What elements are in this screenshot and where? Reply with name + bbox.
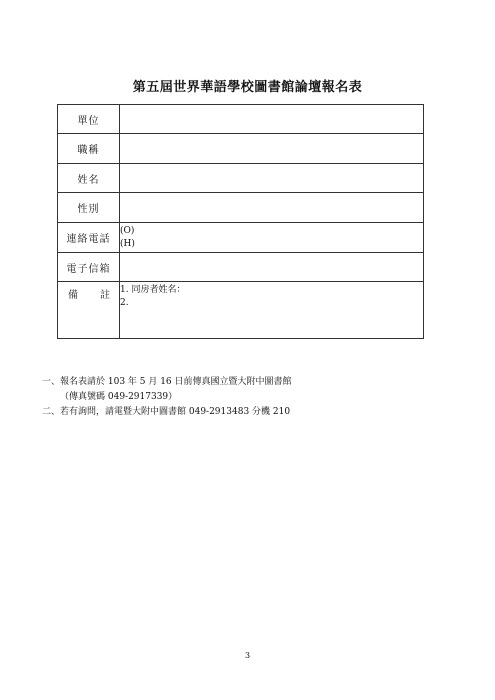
unit-label: 單位	[58, 105, 120, 134]
phone-label: 連絡電話	[58, 223, 120, 253]
form-row-gender	[58, 193, 424, 223]
registration-form-table	[57, 104, 424, 339]
remarks-label	[58, 282, 120, 339]
name-field[interactable]	[120, 164, 424, 193]
form-row-name	[58, 164, 424, 193]
form-row-unit	[58, 105, 424, 134]
remarks-label-char-1: 備	[68, 290, 79, 301]
email-label: 電子信箱	[58, 253, 120, 282]
form-row-phone	[58, 223, 424, 253]
name-label: 姓名	[58, 164, 120, 193]
notes-section	[42, 375, 292, 420]
remarks-second-line: 2.	[120, 298, 129, 308]
page-number: 3	[244, 651, 251, 660]
gender-field[interactable]	[120, 193, 424, 223]
position-field[interactable]	[120, 134, 424, 164]
remarks-label-char-2: 註	[100, 290, 111, 301]
position-label: 職稱	[58, 134, 120, 164]
phone-field[interactable]	[120, 223, 424, 253]
phone-home-label: (H)	[120, 239, 135, 249]
gender-label: 性別	[58, 193, 120, 223]
phone-office-label: (O)	[120, 226, 135, 236]
note-fax-number: （傳真號碼 049-2917339）	[60, 392, 178, 402]
email-field[interactable]	[120, 253, 424, 282]
form-row-email	[58, 253, 424, 282]
unit-field[interactable]	[120, 105, 424, 134]
note-contact: 二、若有詢問，請電暨大附中圖書館 049-2913483 分機 210	[42, 407, 291, 417]
note-deadline: 一、報名表請於 103 年 5 月 16 日前傳真國立暨大附中圖書館	[42, 377, 292, 387]
remarks-roommate-line: 1. 同房者姓名：	[120, 285, 186, 295]
form-title: 第五屆世界華語學校圖書館論壇報名表	[132, 80, 363, 95]
form-row-remarks	[58, 282, 424, 339]
remarks-field[interactable]	[120, 282, 424, 339]
form-row-position	[58, 134, 424, 164]
